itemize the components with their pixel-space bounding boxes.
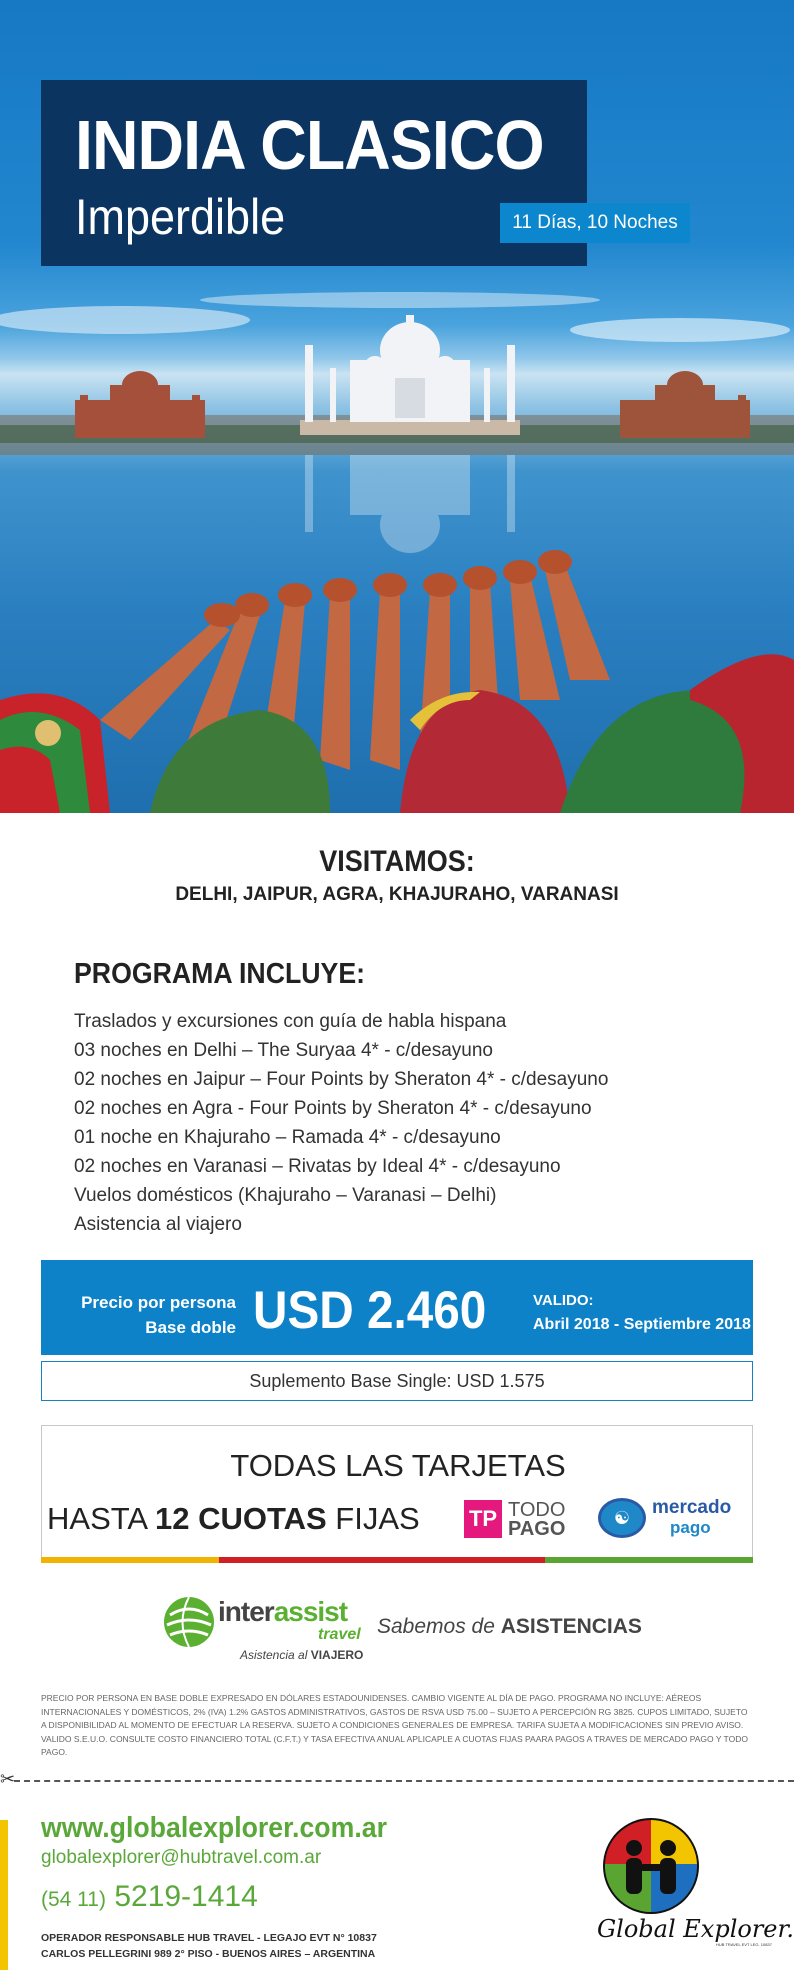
page-subtitle: Imperdible (75, 189, 286, 245)
todopago-word1: TODO (508, 1499, 566, 1521)
accent-bar (0, 1820, 8, 1970)
taj-mahal (300, 315, 520, 435)
interassist-slogan (377, 1615, 642, 1639)
price-value: USD 2.460 (253, 1281, 487, 1340)
address-info: CARLOS PELLEGRINI 989 2° PISO - BUENOS AIRES – ARGENTINA (41, 1948, 376, 1960)
price-box (41, 1260, 753, 1355)
visit-heading: VISITAMOS: (319, 845, 475, 878)
payment-box (41, 1425, 753, 1563)
mercadopago-word1: mercado (652, 1497, 732, 1518)
list-item: Traslados y excursiones con guía de habla hispana (74, 1011, 507, 1032)
phone-main: 5219-1414 (105, 1880, 258, 1913)
valid-label: VALIDO: (533, 1292, 594, 1309)
quotas-suffix: FIJAS (326, 1501, 420, 1536)
price-label-line1: Precio por persona (81, 1293, 236, 1312)
interassist-name (218, 1596, 347, 1628)
website-link[interactable]: www.globalexplorer.com.ar (41, 1812, 387, 1844)
todopago-word2: PAGO (508, 1518, 566, 1540)
operator-info: OPERADOR RESPONSABLE HUB TRAVEL - LEGAJO EVT N° 10837 (41, 1932, 377, 1944)
includes-heading: PROGRAMA INCLUYE: (74, 958, 366, 990)
list-item: Vuelos domésticos (Khajuraho – Varanasi – Delhi) (74, 1185, 497, 1206)
quotas-bold: 12 CUOTAS (154, 1501, 327, 1536)
interassist-travel: travel (318, 1626, 361, 1643)
price-label (41, 1290, 236, 1340)
red-fort-right (620, 371, 750, 438)
stripe-green (545, 1557, 753, 1563)
valid-range: Abril 2018 - Septiembre 2018 (533, 1316, 751, 1333)
supplement-text: Suplemento Base Single: USD 1.575 (249, 1370, 545, 1391)
global-explorer-icon (596, 1814, 706, 1918)
list-item: 02 noches en Jaipur – Four Points by Sheraton 4* - c/desayuno (74, 1069, 609, 1090)
globe-icon (162, 1595, 216, 1649)
phone-number[interactable] (41, 1880, 258, 1914)
tagline-bold: VIAJERO (310, 1648, 364, 1662)
interassist-tagline (240, 1648, 363, 1662)
price-label-line2: Base doble (145, 1318, 236, 1337)
list-item: 01 noche en Khajuraho – Ramada 4* - c/desayuno (74, 1127, 501, 1148)
todopago-icon: TP (464, 1500, 502, 1538)
includes-list (74, 1007, 608, 1239)
tagline-prefix: Asistencia al (240, 1648, 311, 1662)
cut-line (14, 1780, 794, 1782)
list-item: Asistencia al viajero (74, 1214, 242, 1235)
list-item: 02 noches en Agra - Four Points by Sheraton 4* - c/desayuno (74, 1098, 592, 1119)
hero-banner (0, 0, 794, 813)
disclaimer-text: PRECIO POR PERSONA EN BASE DOBLE EXPRESADO EN DÓLARES ESTADOUNIDENSES. CAMBIO VIGENTE AL DÍA DE PAGO. PROGRAMA NO INCLUYE: AÉREOS INTERNACIONALES Y DOMÉSTICOS, 2% (IVA) 1.2% GASTOS ADMINISTRATIVOS, GASTOS DE RSVA USD 75.00 – SUJETO A PERCEPCIÓN RG 3825. CUPOS LIMITADO, SUJETO A DISPONIBILIDAD AL MOMENTO DE EFECTUAR LA RESERVA. SUJETO A CONDICIONES GENERALES DE EMPRESA. TARIFA SUJETA A MODIFICACIONES SIN PREVIO AVISO. VALIDO S.E.U.O. CONSULTE COSTO FINANCIERO TOTAL (C.F.T.) Y TASA EFECTIVA ANUAL APLICAPLE A CUOTAS FIJAS PAARA PAGOS A TRAVES DE MERCADO PAGO Y TODO PAGO. (41, 1693, 748, 1757)
interassist-assist: assist (273, 1596, 348, 1627)
supplement-box (41, 1361, 753, 1401)
list-item: 03 noches en Delhi – The Suryaa 4* - c/desayuno (74, 1040, 493, 1061)
red-fort-left (75, 371, 205, 438)
global-explorer-legal: HUB TRAVEL EVT LEG. 10837 (716, 1942, 772, 1947)
stripe-yellow (41, 1557, 219, 1563)
mercadopago-word2: pago (670, 1518, 711, 1537)
quotas-prefix: HASTA (47, 1501, 155, 1536)
phone-prefix: (54 11) (41, 1888, 106, 1911)
cards-quotas (47, 1501, 420, 1537)
duration-badge: 11 Días, 10 Noches (500, 203, 690, 243)
email-link[interactable]: globalexplorer@hubtravel.com.ar (41, 1847, 322, 1868)
interassist-inter: inter (218, 1596, 274, 1627)
visit-cities: DELHI, JAIPUR, AGRA, KHAJURAHO, VARANASI (175, 884, 619, 905)
page-title: INDIA CLASICO (75, 106, 544, 184)
stripe-red (219, 1557, 545, 1563)
list-item: 02 noches en Varanasi – Rivatas by Ideal 4* - c/desayuno (74, 1156, 561, 1177)
cards-title: TODAS LAS TARJETAS (230, 1448, 566, 1483)
slogan-bold: ASISTENCIAS (500, 1615, 642, 1638)
slogan-prefix: Sabemos de (377, 1615, 501, 1638)
global-explorer-wordmark: Global Explorer. (597, 1915, 794, 1943)
scissors-icon: ✂ (0, 1769, 16, 1789)
handshake-icon: ☯ (598, 1498, 646, 1538)
